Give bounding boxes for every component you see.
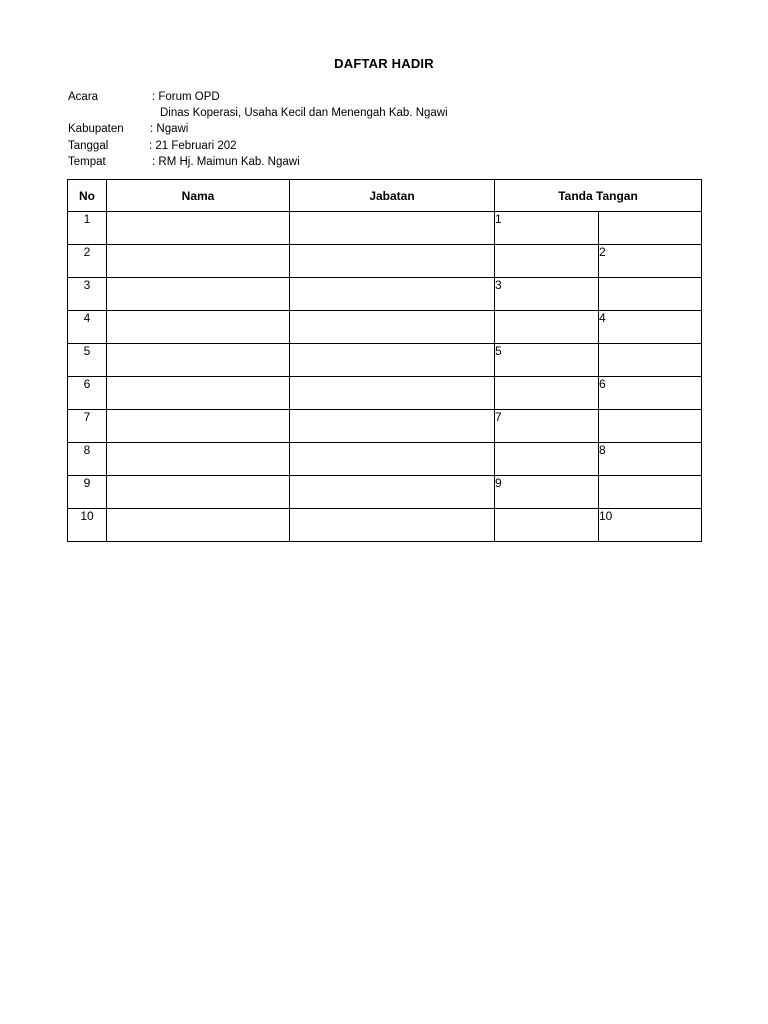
- nama-cell[interactable]: [107, 245, 290, 278]
- table-row: [68, 278, 702, 311]
- row-number: 1: [68, 212, 107, 245]
- signature-cell-left[interactable]: [495, 509, 599, 542]
- signature-cell-left[interactable]: [495, 377, 599, 410]
- signature-cell-right[interactable]: [599, 410, 702, 443]
- signature-cell-right[interactable]: [599, 278, 702, 311]
- signature-cell-left[interactable]: 1: [495, 212, 599, 245]
- table-row: [68, 410, 702, 443]
- header-tanda-tangan: Tanda Tangan: [495, 180, 702, 212]
- tempat-value: : RM Hj. Maimun Kab. Ngawi: [152, 155, 300, 168]
- nama-cell[interactable]: [107, 311, 290, 344]
- nama-cell[interactable]: [107, 443, 290, 476]
- table-row: [68, 344, 702, 377]
- signature-cell-right[interactable]: 4: [599, 311, 702, 344]
- signature-cell-left[interactable]: [495, 245, 599, 278]
- jabatan-cell[interactable]: [290, 278, 495, 311]
- kabupaten-label: Kabupaten: [68, 123, 124, 136]
- nama-cell[interactable]: [107, 410, 290, 443]
- nama-cell[interactable]: [107, 344, 290, 377]
- row-number: 6: [68, 377, 107, 410]
- row-number: 2: [68, 245, 107, 278]
- row-number: 9: [68, 476, 107, 509]
- tanggal-label: Tanggal: [68, 139, 109, 152]
- row-number: 3: [68, 278, 107, 311]
- jabatan-cell[interactable]: [290, 476, 495, 509]
- table-body: [68, 212, 702, 542]
- nama-cell[interactable]: [107, 212, 290, 245]
- table-row: [68, 443, 702, 476]
- table-header-row: [68, 180, 702, 212]
- nama-cell[interactable]: [107, 377, 290, 410]
- jabatan-cell[interactable]: [290, 443, 495, 476]
- signature-cell-left[interactable]: [495, 443, 599, 476]
- jabatan-cell[interactable]: [290, 377, 495, 410]
- table-row: [68, 509, 702, 542]
- jabatan-cell[interactable]: [290, 212, 495, 245]
- header-jabatan: Jabatan: [290, 180, 495, 212]
- signature-cell-right[interactable]: 6: [599, 377, 702, 410]
- row-number: 7: [68, 410, 107, 443]
- table-row: [68, 311, 702, 344]
- tanggal-value: : 21 Februari 202: [149, 139, 237, 152]
- row-number: 5: [68, 344, 107, 377]
- row-number: 4: [68, 311, 107, 344]
- signature-cell-right[interactable]: [599, 476, 702, 509]
- jabatan-cell[interactable]: [290, 245, 495, 278]
- signature-cell-right[interactable]: 2: [599, 245, 702, 278]
- acara-value-continued: Dinas Koperasi, Usaha Kecil dan Menengah Kab. Ngawi: [160, 107, 448, 120]
- jabatan-cell[interactable]: [290, 509, 495, 542]
- attendance-table: [67, 179, 702, 542]
- header-nama: Nama: [107, 180, 290, 212]
- table-row: [68, 476, 702, 509]
- kabupaten-value: : Ngawi: [150, 123, 189, 136]
- signature-cell-left[interactable]: 3: [495, 278, 599, 311]
- table-row: [68, 245, 702, 278]
- signature-cell-left[interactable]: 9: [495, 476, 599, 509]
- page-title: DAFTAR HADIR: [334, 56, 434, 71]
- row-number: 10: [68, 509, 107, 542]
- signature-cell-left[interactable]: [495, 311, 599, 344]
- acara-value: : Forum OPD: [152, 91, 220, 103]
- jabatan-cell[interactable]: [290, 344, 495, 377]
- table-row: [68, 212, 702, 245]
- signature-cell-right[interactable]: [599, 212, 702, 245]
- tempat-label: Tempat: [68, 155, 106, 168]
- jabatan-cell[interactable]: [290, 311, 495, 344]
- acara-label: Acara: [68, 91, 99, 103]
- table-row: [68, 377, 702, 410]
- nama-cell[interactable]: [107, 278, 290, 311]
- signature-cell-right[interactable]: [599, 344, 702, 377]
- signature-cell-left[interactable]: 5: [495, 344, 599, 377]
- header-no: No: [68, 180, 107, 212]
- nama-cell[interactable]: [107, 476, 290, 509]
- nama-cell[interactable]: [107, 509, 290, 542]
- row-number: 8: [68, 443, 107, 476]
- signature-cell-left[interactable]: 7: [495, 410, 599, 443]
- signature-cell-right[interactable]: 8: [599, 443, 702, 476]
- signature-cell-right[interactable]: 10: [599, 509, 702, 542]
- jabatan-cell[interactable]: [290, 410, 495, 443]
